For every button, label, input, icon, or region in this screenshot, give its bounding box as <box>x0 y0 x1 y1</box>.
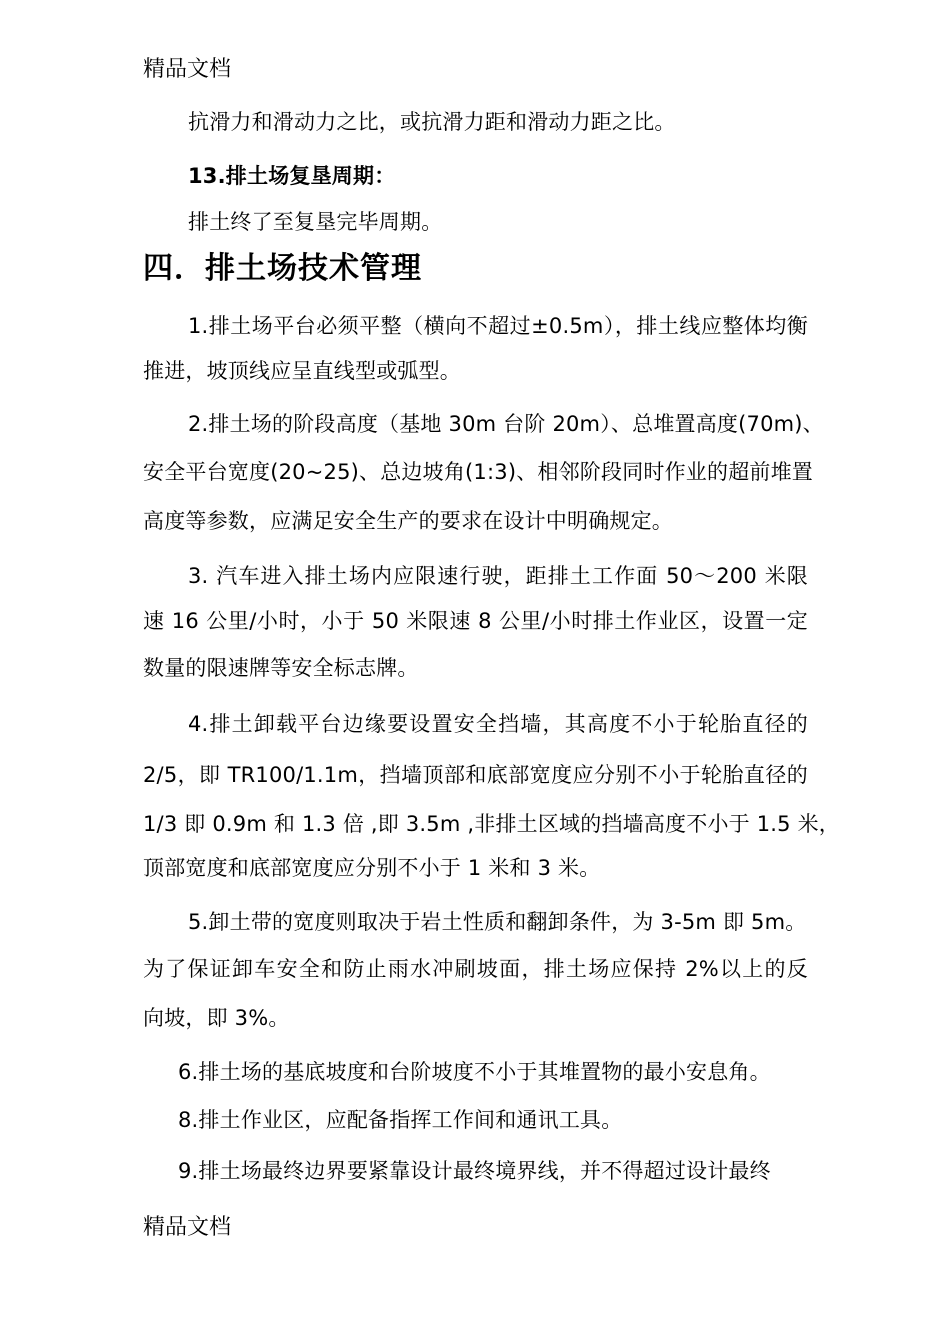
paragraph-5-line-3: 向坡，即 3%。 <box>143 1006 290 1030</box>
paragraph-2-line-1: 2.排土场的阶段高度（基地 30m 台阶 20m）、总堆置高度(70m)、 <box>188 412 824 436</box>
paragraph-4-line-4: 顶部宽度和底部宽度应分别不小于 1 米和 3 米。 <box>143 856 601 880</box>
chapter-heading: 四．排土场技术管理 <box>143 251 422 286</box>
paragraph-1-line-1: 1.排土场平台必须平整（横向不超过±0.5m），排土线应整体均衡 <box>188 314 808 338</box>
item-8: 8.排土作业区，应配备指挥工作间和通讯工具。 <box>178 1108 623 1132</box>
paragraph-5-line-2: 为了保证卸车安全和防止雨水冲刷坡面，排土场应保持 2%以上的反 <box>143 957 808 981</box>
item-6: 6.排土场的基底坡度和台阶坡度不小于其堆置物的最小安息角。 <box>178 1060 771 1084</box>
page-header: 精品文档 <box>143 57 232 82</box>
paragraph-4-line-1: 4.排土卸载平台边缘要设置安全挡墙，其高度不小于轮胎直径的 <box>188 712 808 736</box>
paragraph-4-line-2: 2/5，即 TR100/1.1m，挡墙顶部和底部宽度应分别不小于轮胎直径的 <box>143 763 808 787</box>
paragraph-5-line-1: 5.卸土带的宽度则取决于岩土性质和翻卸条件，为 3-5m 即 5m。 <box>188 910 807 934</box>
paragraph-3-line-3: 数量的限速牌等安全标志牌。 <box>143 656 419 680</box>
paragraph-3-line-2: 速 16 公里/小时，小于 50 米限速 8 公里/小时排土作业区，设置一定 <box>143 609 808 633</box>
text-line: 排土终了至复垦完毕周期。 <box>188 210 443 234</box>
page-footer: 精品文档 <box>143 1215 232 1240</box>
section-heading-13: 13.排土场复垦周期： <box>188 164 396 188</box>
paragraph-2-line-3: 高度等参数，应满足安全生产的要求在设计中明确规定。 <box>143 509 673 533</box>
paragraph-2-line-2: 安全平台宽度(20~25)、总边坡角(1:3)、相邻阶段同时作业的超前堆置 <box>143 460 814 484</box>
paragraph-3-line-1: 3. 汽车进入排土场内应限速行驶，距排土工作面 50～200 米限 <box>188 564 808 588</box>
text-line: 抗滑力和滑动力之比，或抗滑力距和滑动力距之比。 <box>188 110 676 134</box>
paragraph-4-line-3: 1/3 即 0.9m 和 1.3 倍 ,即 3.5m ,非排土区域的挡墙高度不小于 1.5 米， <box>143 812 840 836</box>
item-9: 9.排土场最终边界要紧靠设计最终境界线，并不得超过设计最终 <box>178 1159 771 1183</box>
paragraph-1-line-2: 推进，坡顶线应呈直线型或弧型。 <box>143 359 461 383</box>
